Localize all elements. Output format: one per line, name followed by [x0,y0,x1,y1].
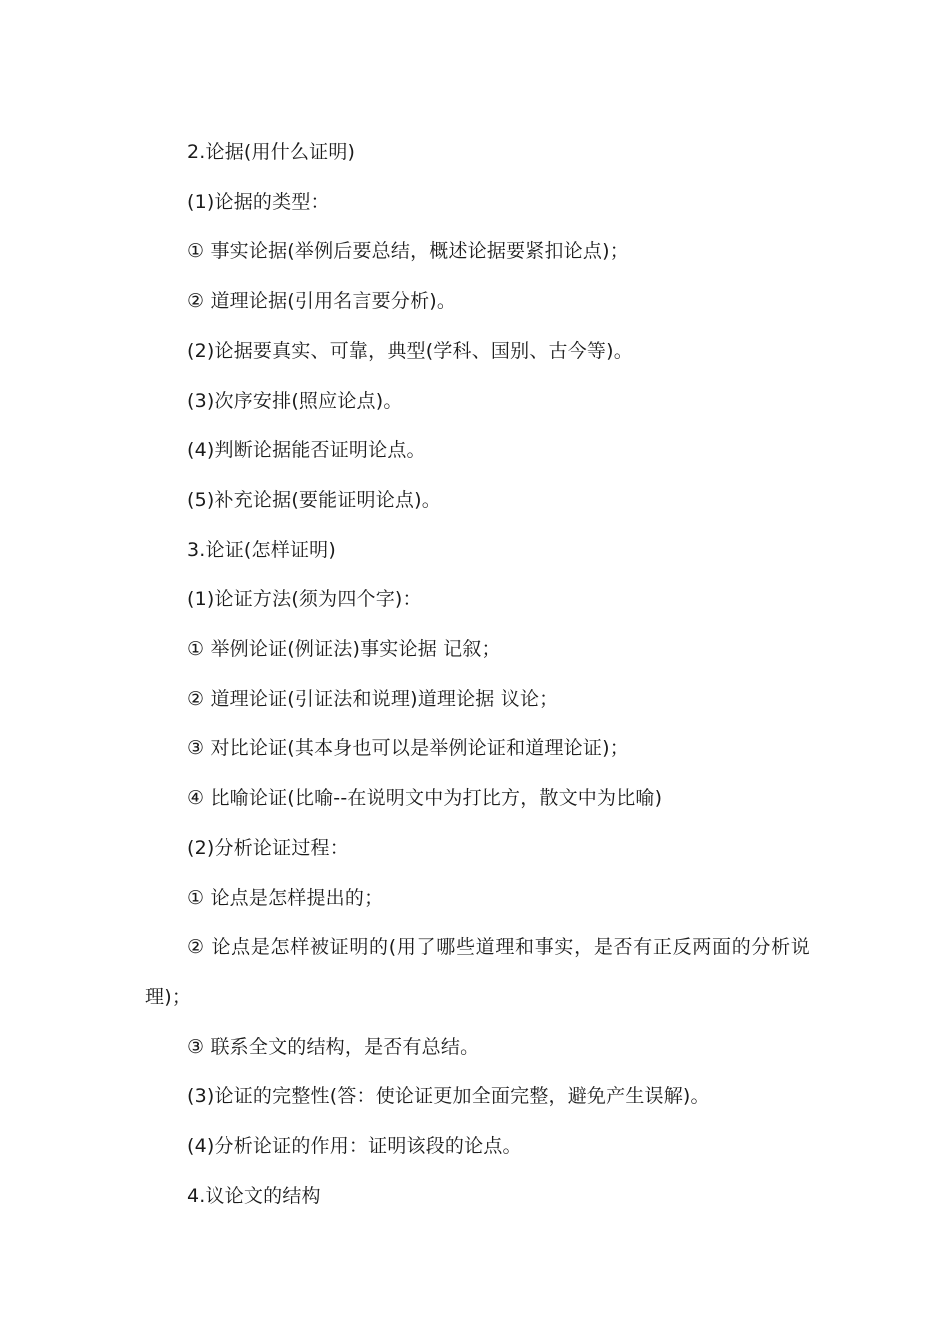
paragraph: (3)次序安排(照应论点)。 [187,389,403,412]
list-item: ② 道理论据(引用名言要分析)。 [187,290,457,313]
section-heading-argumentation: 3.论证(怎样证明) [187,538,336,561]
list-item: ④ 比喻论证(比喻--在说明文中为打比方，散文中为比喻) [187,787,663,810]
section-heading-structure: 4.议论文的结构 [187,1184,321,1207]
document-body [145,128,810,1221]
list-item: ③ 对比论证(其本身也可以是举例论证和道理论证)； [187,737,629,760]
paragraph: (1)论证方法(须为四个字)： [187,588,422,611]
list-item: ① 事实论据(举例后要总结，概述论据要紧扣论点)； [187,240,629,263]
list-item: ② 论点是怎样被证明的(用了哪些道理和事实，是否有正反两面的分析说理)； [145,936,810,1008]
paragraph: (4)判断论据能否证明论点。 [187,439,426,462]
list-item: ③ 联系全文的结构，是否有总结。 [187,1035,480,1058]
paragraph: (3)论证的完整性(答：使论证更加全面完整，避免产生误解)。 [187,1085,710,1108]
paragraph: (4)分析论证的作用：证明该段的论点。 [187,1135,522,1158]
paragraph: (2)论据要真实、可靠，典型(学科、国别、古今等)。 [187,339,633,362]
list-item: ① 论点是怎样提出的； [187,886,384,909]
list-item: ① 举例论证(例证法)事实论据 记叙； [187,638,501,661]
paragraph: (1)论据的类型： [187,190,330,213]
paragraph: (5)补充论据(要能证明论点)。 [187,488,441,511]
section-heading-arguments: 2.论据(用什么证明) [187,141,356,163]
paragraph: (2)分析论证过程： [187,836,349,859]
list-item: ② 道理论证(引证法和说理)道理论据 议论； [187,687,559,710]
